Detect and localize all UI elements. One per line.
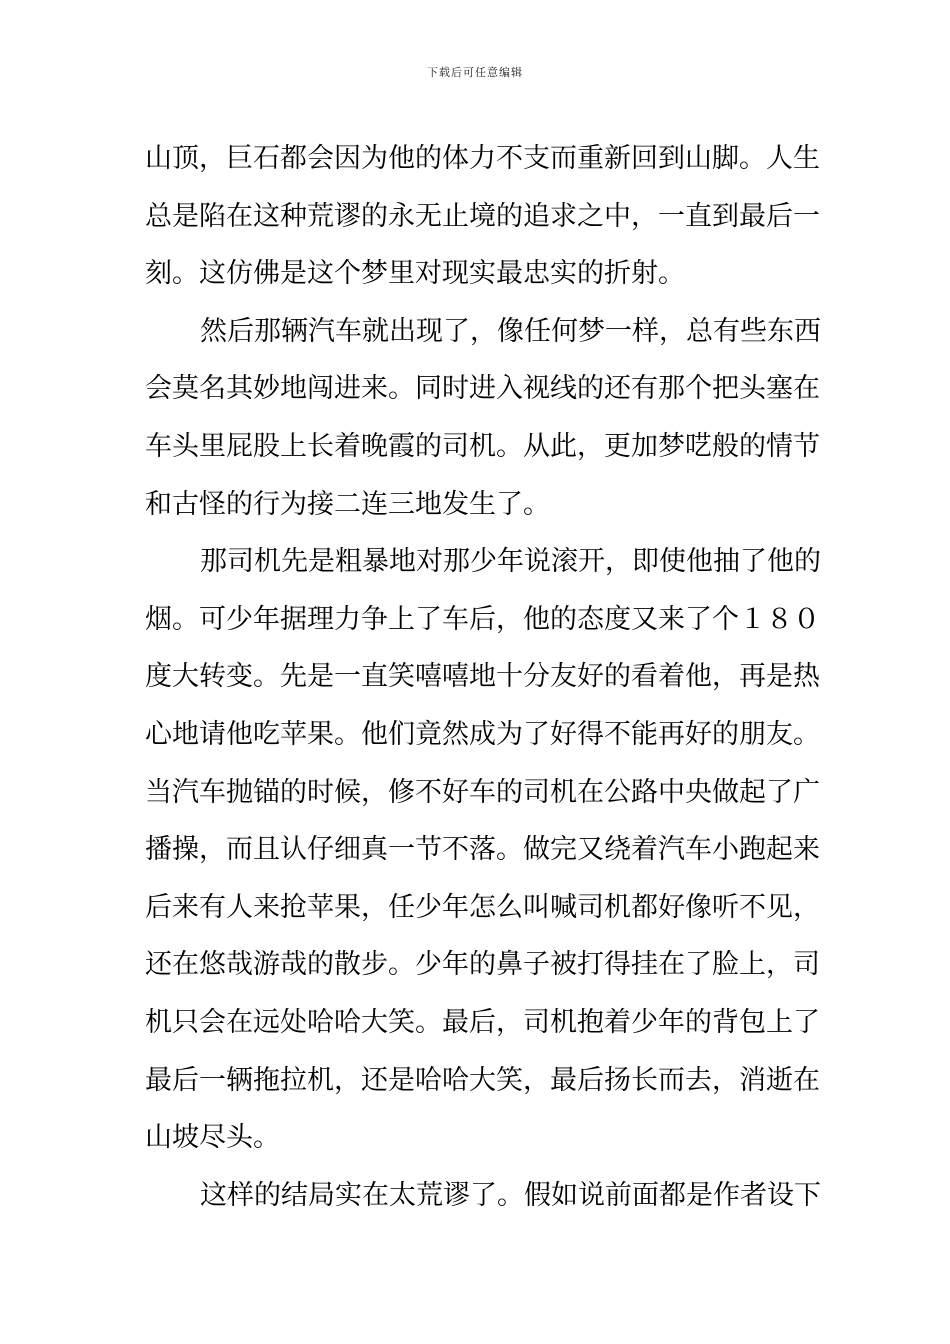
- text-line: 总是陷在这种荒谬的永无止境的追求之中，一直到最后一: [145, 200, 820, 232]
- text-line: 还在悠哉游哉的散步。少年的鼻子被打得挂在了脸上，司: [145, 949, 820, 981]
- text-line: 烟。可少年据理力争上了车后，他的态度又来了个１８０: [145, 603, 820, 635]
- text-line: 当汽车抛锚的时候，修不好车的司机在公路中央做起了广: [145, 776, 820, 808]
- text-line: 后来有人来抢苹果，任少年怎么叫喊司机都好像听不见，: [145, 891, 820, 923]
- page-header: 下载后可任意编辑: [427, 66, 523, 79]
- text-line: 刻。这仿佛是这个梦里对现实最忠实的折射。: [145, 258, 685, 290]
- paragraph-start-line: 那司机先是粗暴地对那少年说滚开，即使他抽了他的: [200, 546, 821, 578]
- text-line: 度大转变。先是一直笑嘻嘻地十分友好的看着他，再是热: [145, 661, 820, 693]
- text-line: 播操，而且认仔细真一节不落。做完又绕着汽车小跑起来: [145, 834, 820, 866]
- text-line: 和古怪的行为接二连三地发生了。: [145, 488, 550, 520]
- text-line: 心地请他吃苹果。他们竟然成为了好得不能再好的朋友。: [145, 718, 820, 750]
- document-body: [145, 130, 821, 1224]
- text-line: 山坡尽头。: [145, 1122, 280, 1154]
- text-line: 会莫名其妙地闯进来。同时进入视线的还有那个把头塞在: [145, 373, 820, 405]
- text-line: 山顶，巨石都会因为他的体力不支而重新回到山脚。人生: [145, 143, 820, 174]
- paragraph-start-line: 这样的结局实在太荒谬了。假如说前面都是作者设下: [200, 1179, 821, 1211]
- text-line: 车头里屁股上长着晚霞的司机。从此，更加梦呓般的情节: [145, 430, 820, 462]
- paragraph-start-line: 然后那辆汽车就出现了，像任何梦一样，总有些东西: [200, 315, 821, 347]
- text-line: 机只会在远处哈哈大笑。最后，司机抱着少年的背包上了: [145, 1006, 820, 1038]
- text-line: 最后一辆拖拉机，还是哈哈大笑，最后扬长而去，消逝在: [145, 1064, 820, 1096]
